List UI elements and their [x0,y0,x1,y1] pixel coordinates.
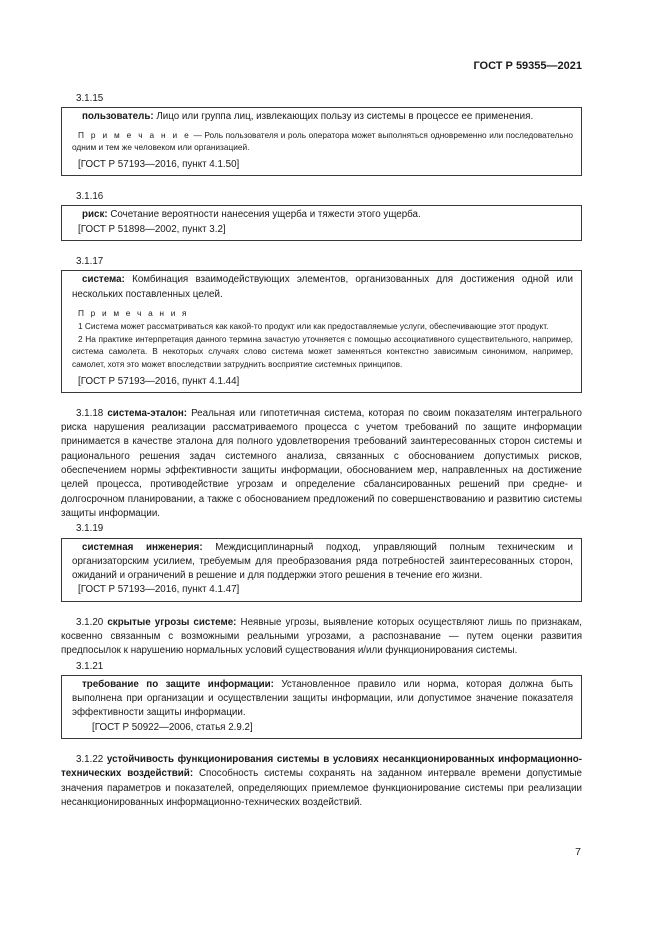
paragraph-stability [61,753,582,810]
definition [72,273,573,302]
page-number: 7 [575,846,581,858]
definition-text: Неявные угрозы, выявление которых осуществляют лишь по признакам, косвенно связанным с возможными реальными угрозами, а распознавание — путем оценки развития предпосылок к нарушению нормальных условий существования и/или функционирования системы. [61,616,582,657]
note-2: 2 На практике интерпретация данного термина зачастую уточняется с помощью ассоциативного существительного, например, система самолета. В некоторых случаях слово система может заменяться контекстно зависимым синонимом, например, самолет, хотя это может впоследствии затруднить восприятие системных принципов. [72,333,573,369]
entry-number: 3.1.18 [76,407,104,419]
definition-text: Способность системы сохранять на заданном интервале времени допустимые значения параметров и показателей, определяющих приемлемое функционирование системы при реализации несанкционированных информационно-технических воздействий. [61,768,583,808]
entry-number: 3.1.20 [76,616,104,628]
reference: [ГОСТ Р 57193—2016, пункт 4.1.44] [78,375,240,387]
definition-text: Установленное правило или норма, которая должна быть выполнена при организации и осуществлении защиты информации, или допустимое значение показателя эффективности защиты информации. [72,678,573,719]
note-label: П р и м е ч а н и е [78,129,191,140]
entry-number: 3.1.16 [76,191,104,203]
term-box-risk [61,205,582,241]
term: пользователь: [82,111,154,123]
term-box-systems-engineering [61,538,582,602]
notes-label: П р и м е ч а н и я [78,307,189,318]
reference: [ГОСТ Р 57193—2016, пункт 4.1.47] [78,584,240,596]
term: устойчивость функционирования системы в условиях несанкционированных информационно-технических воздействий: [61,754,582,780]
definition [72,541,573,584]
entry-number: 3.1.17 [76,255,104,267]
entry-number: 3.1.15 [76,93,104,104]
entry-number: 3.1.22 [76,754,104,766]
reference: [ГОСТ Р 51898—2002, пункт 3.2] [78,223,226,235]
reference: [ГОСТ Р 57193—2016, пункт 4.1.50] [78,158,240,170]
document-header: ГОСТ Р 59355—2021 [473,60,582,72]
term-box-protection-requirement [61,675,582,739]
term-box-polzovatel [61,107,582,176]
note-1: 1 Система может рассматриваться как какой-то продукт или как предоставляемые услуги, обеспечивающие этот продукт. [78,321,549,332]
definition [72,110,573,124]
definition-text: Комбинация взаимодействующих элементов, организованных для достижения одной или нескольких поставленных целей. [72,274,573,300]
definition-text: Лицо или группа лиц, извлекающих пользу из системы в процессе ее применения. [153,111,534,123]
term: риск: [82,209,108,221]
entry-number: 3.1.19 [76,523,104,535]
entry-number: 3.1.21 [76,660,104,672]
term: требование по защите информации: [82,678,274,690]
page-content [61,92,582,811]
paragraph-hidden-threats [61,616,582,659]
definition [72,678,573,721]
reference: [ГОСТ Р 50922—2006, статья 2.9.2] [92,721,253,733]
term: системная инженерия: [82,541,203,553]
term: система-эталон: [107,407,187,419]
note-text: — Роль пользователя и роль оператора может выполняться одновременно или последовательно одним и тем же человеком или организацией. [72,129,573,153]
note [72,129,573,154]
definition-text: Реальная или гипотетичная система, которая по своим показателям интегрального риска нарушения реализации рассматриваемого процесса с учетом требований по защите информации принимается в качестве эталона для полного удовлетворения требований заинтересованных сторон системы и рационального решения задач системного анализа, связанных с обоснованием допустимых рисков, обеспечением нормы эффективности защиты информации, обоснованием мер, направленных на достижение целей процесса, противодействие угрозам и определение сбалансированных решений при средне- и долгосрочном планировании, а также с обоснованием предложений по совершенствованию и развитию системы защиты информации. [61,407,582,519]
term-box-sistema [61,270,582,393]
definition [72,208,573,222]
paragraph-system-etalon [61,407,582,521]
term: система: [82,274,125,286]
definition-text: Сочетание вероятности нанесения ущерба и тяжести этого ущерба. [107,209,421,221]
term: скрытые угрозы системе: [107,616,237,628]
definition-text: Междисциплинарный подход, управляющий полным техническим и организаторским усилием, требуемым для преобразования ряда потребностей заинтересованных сторон, ожиданий и ограничений в решение и для поддержки этого решения в течение его жизни. [72,541,574,582]
